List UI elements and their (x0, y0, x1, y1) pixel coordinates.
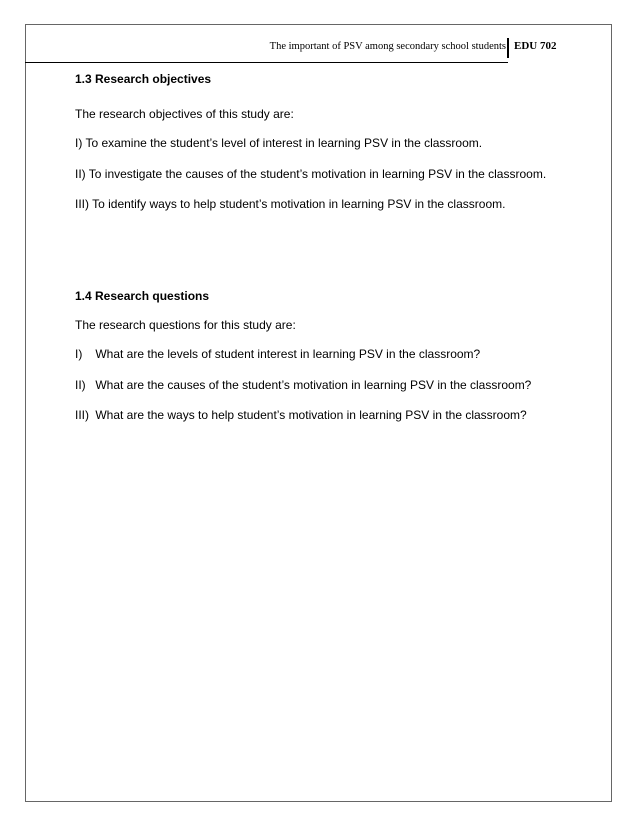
header-rule (25, 62, 508, 63)
questions-heading: 1.4 Research questions (75, 289, 210, 303)
objective-item: II) To investigate the causes of the student’s motivation in learning PSV in the classroom. (75, 167, 547, 181)
question-number: I) (75, 347, 83, 361)
page-header (25, 24, 612, 69)
objectives-intro: The research objectives of this study are: (75, 107, 294, 121)
question-number: III) (75, 408, 89, 422)
question-item (75, 408, 527, 422)
question-item (75, 347, 480, 361)
objective-item: I) To examine the student’s level of interest in learning PSV in the classroom. (75, 136, 483, 150)
course-code: EDU 702 (514, 40, 557, 52)
header-divider (507, 38, 509, 58)
question-text: What are the levels of student interest in learning PSV in the classroom? (95, 347, 481, 361)
question-text: What are the ways to help student’s motivation in learning PSV in the classroom? (95, 408, 527, 422)
questions-intro: The research questions for this study are: (75, 318, 296, 332)
objectives-heading: 1.3 Research objectives (75, 72, 212, 86)
question-text: What are the causes of the student’s motivation in learning PSV in the classroom? (95, 378, 532, 392)
question-number: II) (75, 378, 86, 392)
header-title: The important of PSV among secondary school students (269, 41, 506, 52)
question-item (75, 378, 531, 392)
objective-item: III) To identify ways to help student’s motivation in learning PSV in the classroom. (75, 197, 506, 211)
